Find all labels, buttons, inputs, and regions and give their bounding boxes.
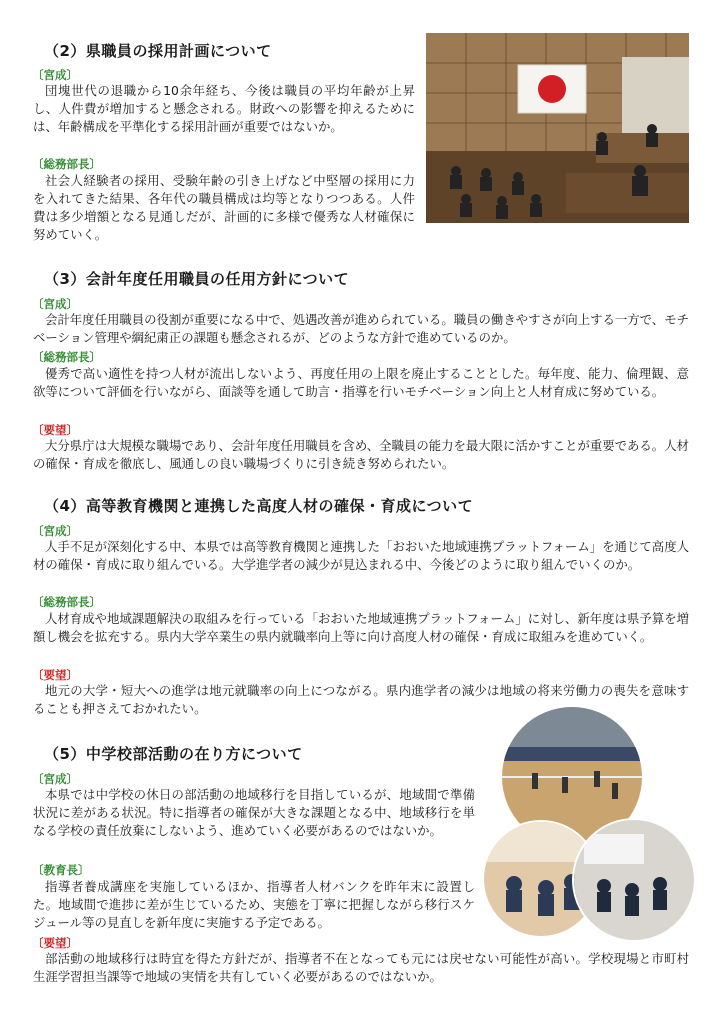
speaker-tag: 〔宮成〕	[32, 68, 78, 82]
question-text: 団塊世代の退職から10余年経ち、今後は職員の平均年齢が上昇し、人件費が増加すると懸念される。財政への影響を抑えるためには、年齢構成を平準化する採用計画が重要ではないか。	[33, 83, 415, 134]
request-text: 地元の大学・短大への進学は地元就職率の向上につながる。県内進学者の減少は地域の将来労働力の喪失を意味することも押さえておかれたい。	[33, 683, 689, 716]
answer-text: 指導者養成講座を実施しているほか、指導者人材バンクを昨年末に設置した。地域間で進捗に差が生じているため、実態を丁寧に把握しながら移行スケジュール等の見直しを新年度に実施する予定である。	[33, 879, 475, 930]
assembly-photo-illustration	[426, 33, 689, 223]
speaker-tag: 〔総務部長〕	[32, 157, 101, 171]
answer-text: 人材育成や地域課題解決の取組みを行っている「おおいた地域連携プラットフォーム」に対し、新年度は県予算を増額し機会を拡充する。県内大学卒業生の県内就職率向上等に向け高度人材の確保・育成に取組みを進めていく。	[33, 611, 689, 644]
speaker-tag: 〔教育長〕	[32, 863, 90, 877]
section-title: （2）県職員の採用計画について	[44, 42, 272, 60]
question-text: 本県では中学校の休日の部活動の地域移行を目指しているが、地域間で準備状況に差がある状況。特に指導者の確保が大きな課題となる中、地域移行を単なる学校の責任放棄にしないよう、進めていく必要があるのではないか。	[33, 787, 475, 838]
speaker-tag: 〔宮成〕	[32, 297, 78, 311]
section-title: （5）中学校部活動の在り方について	[44, 745, 303, 763]
request-tag: 〔要望〕	[32, 423, 78, 437]
speaker-tag: 〔宮成〕	[32, 524, 78, 538]
answer-text: 優秀で高い適性を持つ人材が流出しないよう、再度任用の上限を廃止することとした。毎年度、能力、倫理観、意欲等について評価を行いながら、面談等を通して助言・指導を行いモチベーション向上と人材育成に努めている。	[33, 366, 689, 399]
assembly-photo	[426, 33, 689, 223]
meeting-illustration	[574, 820, 694, 940]
speaker-tag: 〔総務部長〕	[32, 350, 101, 364]
request-text: 部活動の地域移行は時宜を得た方針だが、指導者不在となっても元には戻せない可能性が高い。学校現場と市町村生涯学習担当課等で地域の実情を共有していく必要があるのではないか。	[33, 951, 689, 984]
request-tag: 〔要望〕	[32, 668, 78, 682]
request-text: 大分県庁は大規模な職場であり、会計年度任用職員を含め、全職員の能力を最大限に活かすことが重要である。人材の確保・育成を徹底し、風通しの良い職場づくりに引き続き努められたい。	[33, 438, 689, 471]
request-tag: 〔要望〕	[32, 936, 78, 950]
speaker-tag: 〔宮成〕	[32, 772, 78, 786]
question-text: 会計年度任用職員の役割が重要になる中で、処遇改善が進められている。職員の働きやすさが向上する一方で、モチベーション管理や綱紀粛正の課題も懸念されるが、どのような方針で進めているのか。	[33, 312, 689, 345]
section-title: （3）会計年度任用職員の任用方針について	[44, 270, 350, 288]
answer-text: 社会人経験者の採用、受験年齢の引き上げなど中堅層の採用に力を入れてきた結果、各年代の職員構成は均等となりつつある。人件費は多少増額となる見通しだが、計画的に多様で優秀な人材確保に努めていく。	[33, 173, 415, 242]
club-photo-meeting	[572, 818, 696, 942]
question-text: 人手不足が深刻化する中、本県では高等教育機関と連携した「おおいた地域連携プラットフォーム」を通じて高度人材の確保・育成に取り組んでいる。大学進学者の減少が見込まれる中、今後どのように取り組んでいくのか。	[33, 539, 689, 572]
speaker-tag: 〔総務部長〕	[32, 595, 101, 609]
section-title: （4）高等教育機関と連携した高度人材の確保・育成について	[44, 497, 474, 515]
